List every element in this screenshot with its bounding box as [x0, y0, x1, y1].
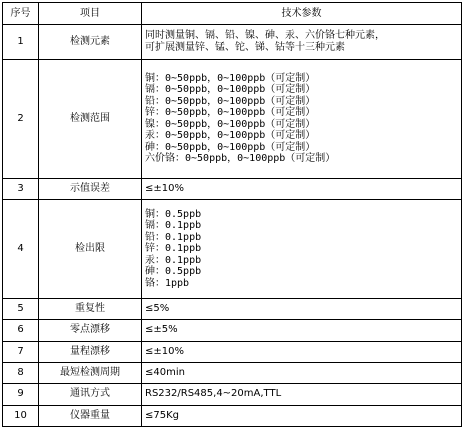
row-no: 4 — [3, 200, 39, 299]
param-line: 锌：0.1ppb — [145, 243, 202, 255]
row-no: 7 — [3, 341, 39, 362]
param-line: 锌：0~50ppb，0~100ppb（可定制） — [145, 107, 316, 119]
row-params: ≤±5% — [142, 320, 462, 341]
row-item: 检测范围 — [39, 59, 142, 178]
header-item: 项目 — [39, 3, 142, 25]
row-item: 示值误差 — [39, 178, 142, 199]
row-params — [142, 200, 462, 299]
row-params: ≤40min — [142, 362, 462, 383]
row-no: 10 — [3, 405, 39, 426]
param-line: 铬：1ppb — [145, 277, 190, 289]
table-row — [3, 59, 462, 178]
param-line: 可扩展测量锌、锰、铊、锑、钴等十三种元素 — [145, 42, 345, 54]
param-line: 铅：0.1ppb — [145, 231, 202, 243]
param-line: 铜：0~50ppb，0~100ppb（可定制） — [145, 72, 316, 84]
row-no: 8 — [3, 362, 39, 383]
param-line: 同时测量铜、镉、铅、镍、砷、汞、六价铬七种元素， — [145, 30, 385, 42]
param-line: 铅：0~50ppb，0~100ppb（可定制） — [145, 95, 316, 107]
param-line: 镍：0~50ppb，0~100ppb（可定制） — [145, 118, 316, 130]
table-row — [3, 178, 462, 199]
header-params: 技术参数 — [142, 3, 462, 25]
spec-table — [2, 2, 462, 427]
row-item: 重复性 — [39, 298, 142, 319]
row-no: 9 — [3, 384, 39, 405]
row-params — [142, 25, 462, 60]
row-no: 1 — [3, 25, 39, 60]
row-item: 最短检测周期 — [39, 362, 142, 383]
row-params: ≤75Kg — [142, 405, 462, 426]
row-params: ≤±10% — [142, 341, 462, 362]
table-row — [3, 384, 462, 405]
table-row — [3, 362, 462, 383]
table-header-row — [3, 3, 462, 25]
param-line: 镉：0~50ppb，0~100ppb（可定制） — [145, 84, 316, 96]
row-params: ≤±10% — [142, 178, 462, 199]
param-line: 铜：0.5ppb — [145, 208, 202, 220]
param-line: 汞：0~50ppb，0~100ppb（可定制） — [145, 130, 316, 142]
table-row — [3, 320, 462, 341]
row-item: 零点漂移 — [39, 320, 142, 341]
table-row — [3, 341, 462, 362]
header-no: 序号 — [3, 3, 39, 25]
param-line: 镉：0.1ppb — [145, 220, 202, 232]
table-row — [3, 405, 462, 426]
row-item: 通讯方式 — [39, 384, 142, 405]
row-item: 仪器重量 — [39, 405, 142, 426]
param-line: 砷：0.5ppb — [145, 266, 202, 278]
param-line: 砷：0~50ppb，0~100ppb（可定制） — [145, 141, 316, 153]
table-row — [3, 25, 462, 60]
row-params: RS232/RS485,4~20mA,TTL — [142, 384, 462, 405]
param-line: 汞：0.1ppb — [145, 254, 202, 266]
row-item: 检测元素 — [39, 25, 142, 60]
row-no: 5 — [3, 298, 39, 319]
row-no: 6 — [3, 320, 39, 341]
row-no: 3 — [3, 178, 39, 199]
table-row — [3, 298, 462, 319]
table-row — [3, 200, 462, 299]
param-line: 六价铬：0~50ppb，0~100ppb（可定制） — [145, 153, 336, 165]
row-item: 量程漂移 — [39, 341, 142, 362]
row-params — [142, 59, 462, 178]
row-params: ≤5% — [142, 298, 462, 319]
row-item: 检出限 — [39, 200, 142, 299]
row-no: 2 — [3, 59, 39, 178]
